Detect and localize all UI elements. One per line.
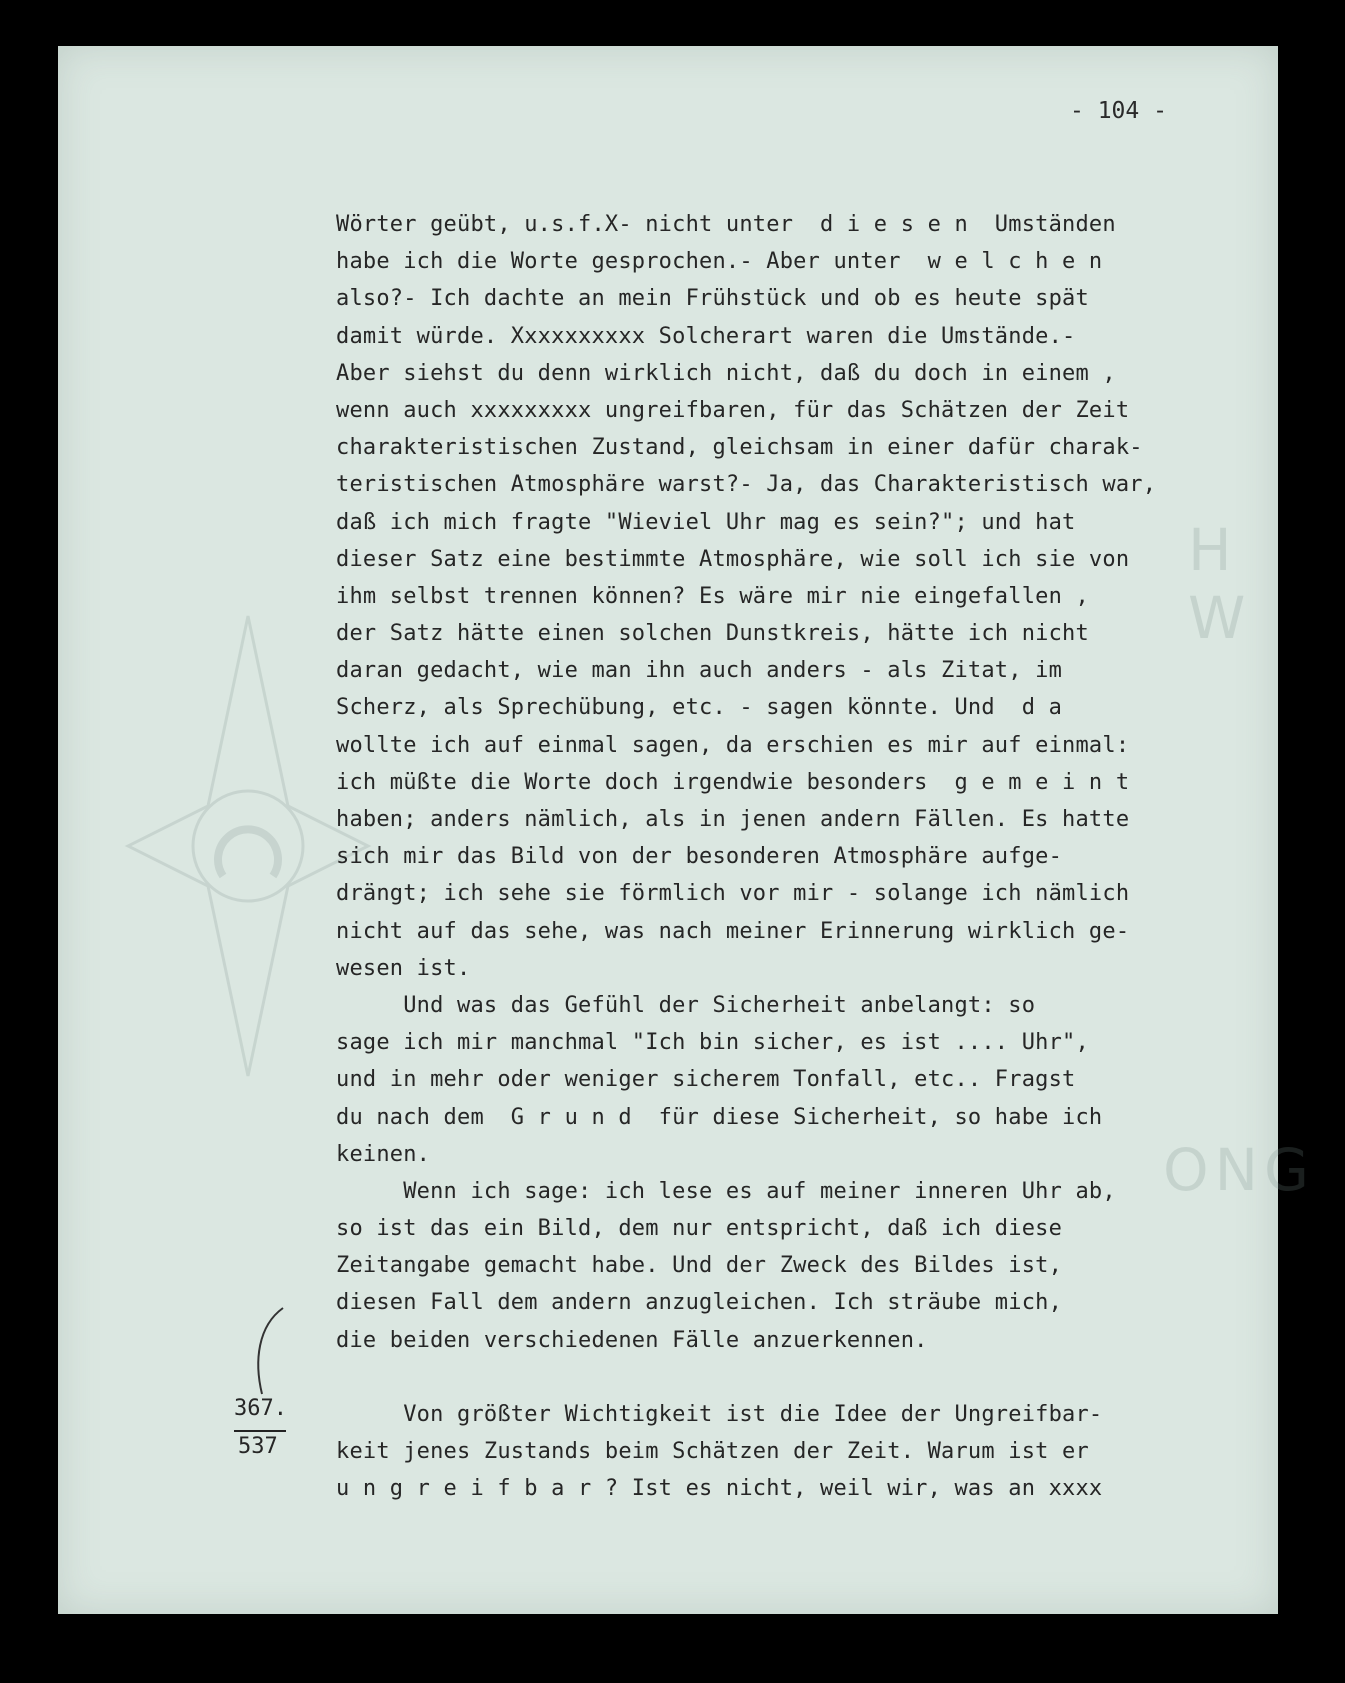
text-line: wesen ist. — [336, 955, 471, 981]
remark-number-old: 537 — [238, 1434, 278, 1459]
text-line: Zeitangabe gemacht habe. Und der Zweck des Bildes ist, — [336, 1253, 1063, 1279]
text-line: u n g r e i f b a r ? Ist es nicht, weil wir, was an xxxx — [336, 1476, 1103, 1502]
typescript-body — [336, 206, 1266, 1507]
text-line: daß ich mich fragte "Wieviel Uhr mag es sein?"; und hat — [336, 509, 1076, 535]
page-number: - 104 - — [1070, 98, 1167, 124]
text-line: Wenn ich sage: ich lese es auf meiner inneren Uhr ab, — [336, 1178, 1116, 1204]
watermark-text: ONG — [1163, 1136, 1315, 1204]
text-line: also?- Ich dachte an mein Frühstück und ob es heute spät — [336, 286, 1089, 312]
margin-underline — [234, 1430, 286, 1432]
text-line: sage ich mir manchmal "Ich bin sicher, es ist .... Uhr", — [336, 1030, 1089, 1056]
text-line: die beiden verschiedenen Fälle anzuerkennen. — [336, 1327, 928, 1353]
text-line: Scherz, als Sprechübung, etc. - sagen könnte. Und d a — [336, 695, 1063, 721]
text-line: Von größter Wichtigkeit ist die Idee der Ungreifbar- — [336, 1401, 1103, 1427]
margin-pencil-stroke-icon — [248, 1306, 288, 1396]
text-line: Und was das Gefühl der Sicherheit anbelangt: so — [336, 992, 1036, 1018]
text-line: Aber siehst du denn wirklich nicht, daß du doch in einem , — [336, 360, 1116, 386]
text-line: du nach dem G r u n d für diese Sicherheit, so habe ich — [336, 1104, 1103, 1130]
text-line: nicht auf das sehe, was nach meiner Erinnerung wirklich ge- — [336, 918, 1130, 944]
text-line: daran gedacht, wie man ihn auch anders - als Zitat, im — [336, 658, 1063, 684]
text-line: wenn auch xxxxxxxxx ungreifbaren, für das Schätzen der Zeit — [336, 397, 1130, 423]
text-line: charakteristischen Zustand, gleichsam in einer dafür charak- — [336, 435, 1143, 461]
remark-number: 367. — [234, 1396, 287, 1421]
text-line: haben; anders nämlich, als in jenen andern Fällen. Es hatte — [336, 807, 1130, 832]
text-line: und in mehr oder weniger sicherem Tonfall, etc.. Fragst — [336, 1067, 1076, 1093]
text-line: der Satz hätte einen solchen Dunstkreis, hätte ich nicht — [336, 621, 1089, 647]
text-line: ich müßte die Worte doch irgendwie besonders g e m e i n t — [336, 769, 1130, 795]
text-line: wollte ich auf einmal sagen, da erschien es mir auf einmal: — [336, 732, 1130, 758]
text-line: keit jenes Zustands beim Schätzen der Zeit. Warum ist er — [336, 1439, 1089, 1464]
text-line: dieser Satz eine bestimmte Atmosphäre, wie soll ich sie von — [336, 546, 1130, 572]
text-line: diesen Fall dem andern anzugleichen. Ich sträube mich, — [336, 1290, 1063, 1316]
text-line: so ist das ein Bild, dem nur entspricht, daß ich diese — [336, 1216, 1063, 1242]
text-line: teristischen Atmosphäre warst?- Ja, das Charakteristisch war, — [336, 472, 1157, 498]
text-line: ihm selbst trennen können? Es wäre mir nie eingefallen , — [336, 583, 1089, 609]
text-line: Wörter geübt, u.s.f.X- nicht unter d i e s e n Umständen — [336, 212, 1116, 237]
document-page — [58, 46, 1315, 1614]
text-line: keinen. — [336, 1141, 431, 1167]
text-line: drängt; ich sehe sie förmlich vor mir - solange ich nämlich — [336, 881, 1130, 907]
text-line: sich mir das Bild von der besonderen Atmosphäre aufge- — [336, 844, 1063, 870]
text-line: damit würde. Xxxxxxxxxx Solcherart waren die Umstände.- — [336, 323, 1076, 349]
watermark-text: H W — [1188, 516, 1252, 652]
text-line: habe ich die Worte gesprochen.- Aber unter w e l c h e n — [336, 249, 1103, 275]
